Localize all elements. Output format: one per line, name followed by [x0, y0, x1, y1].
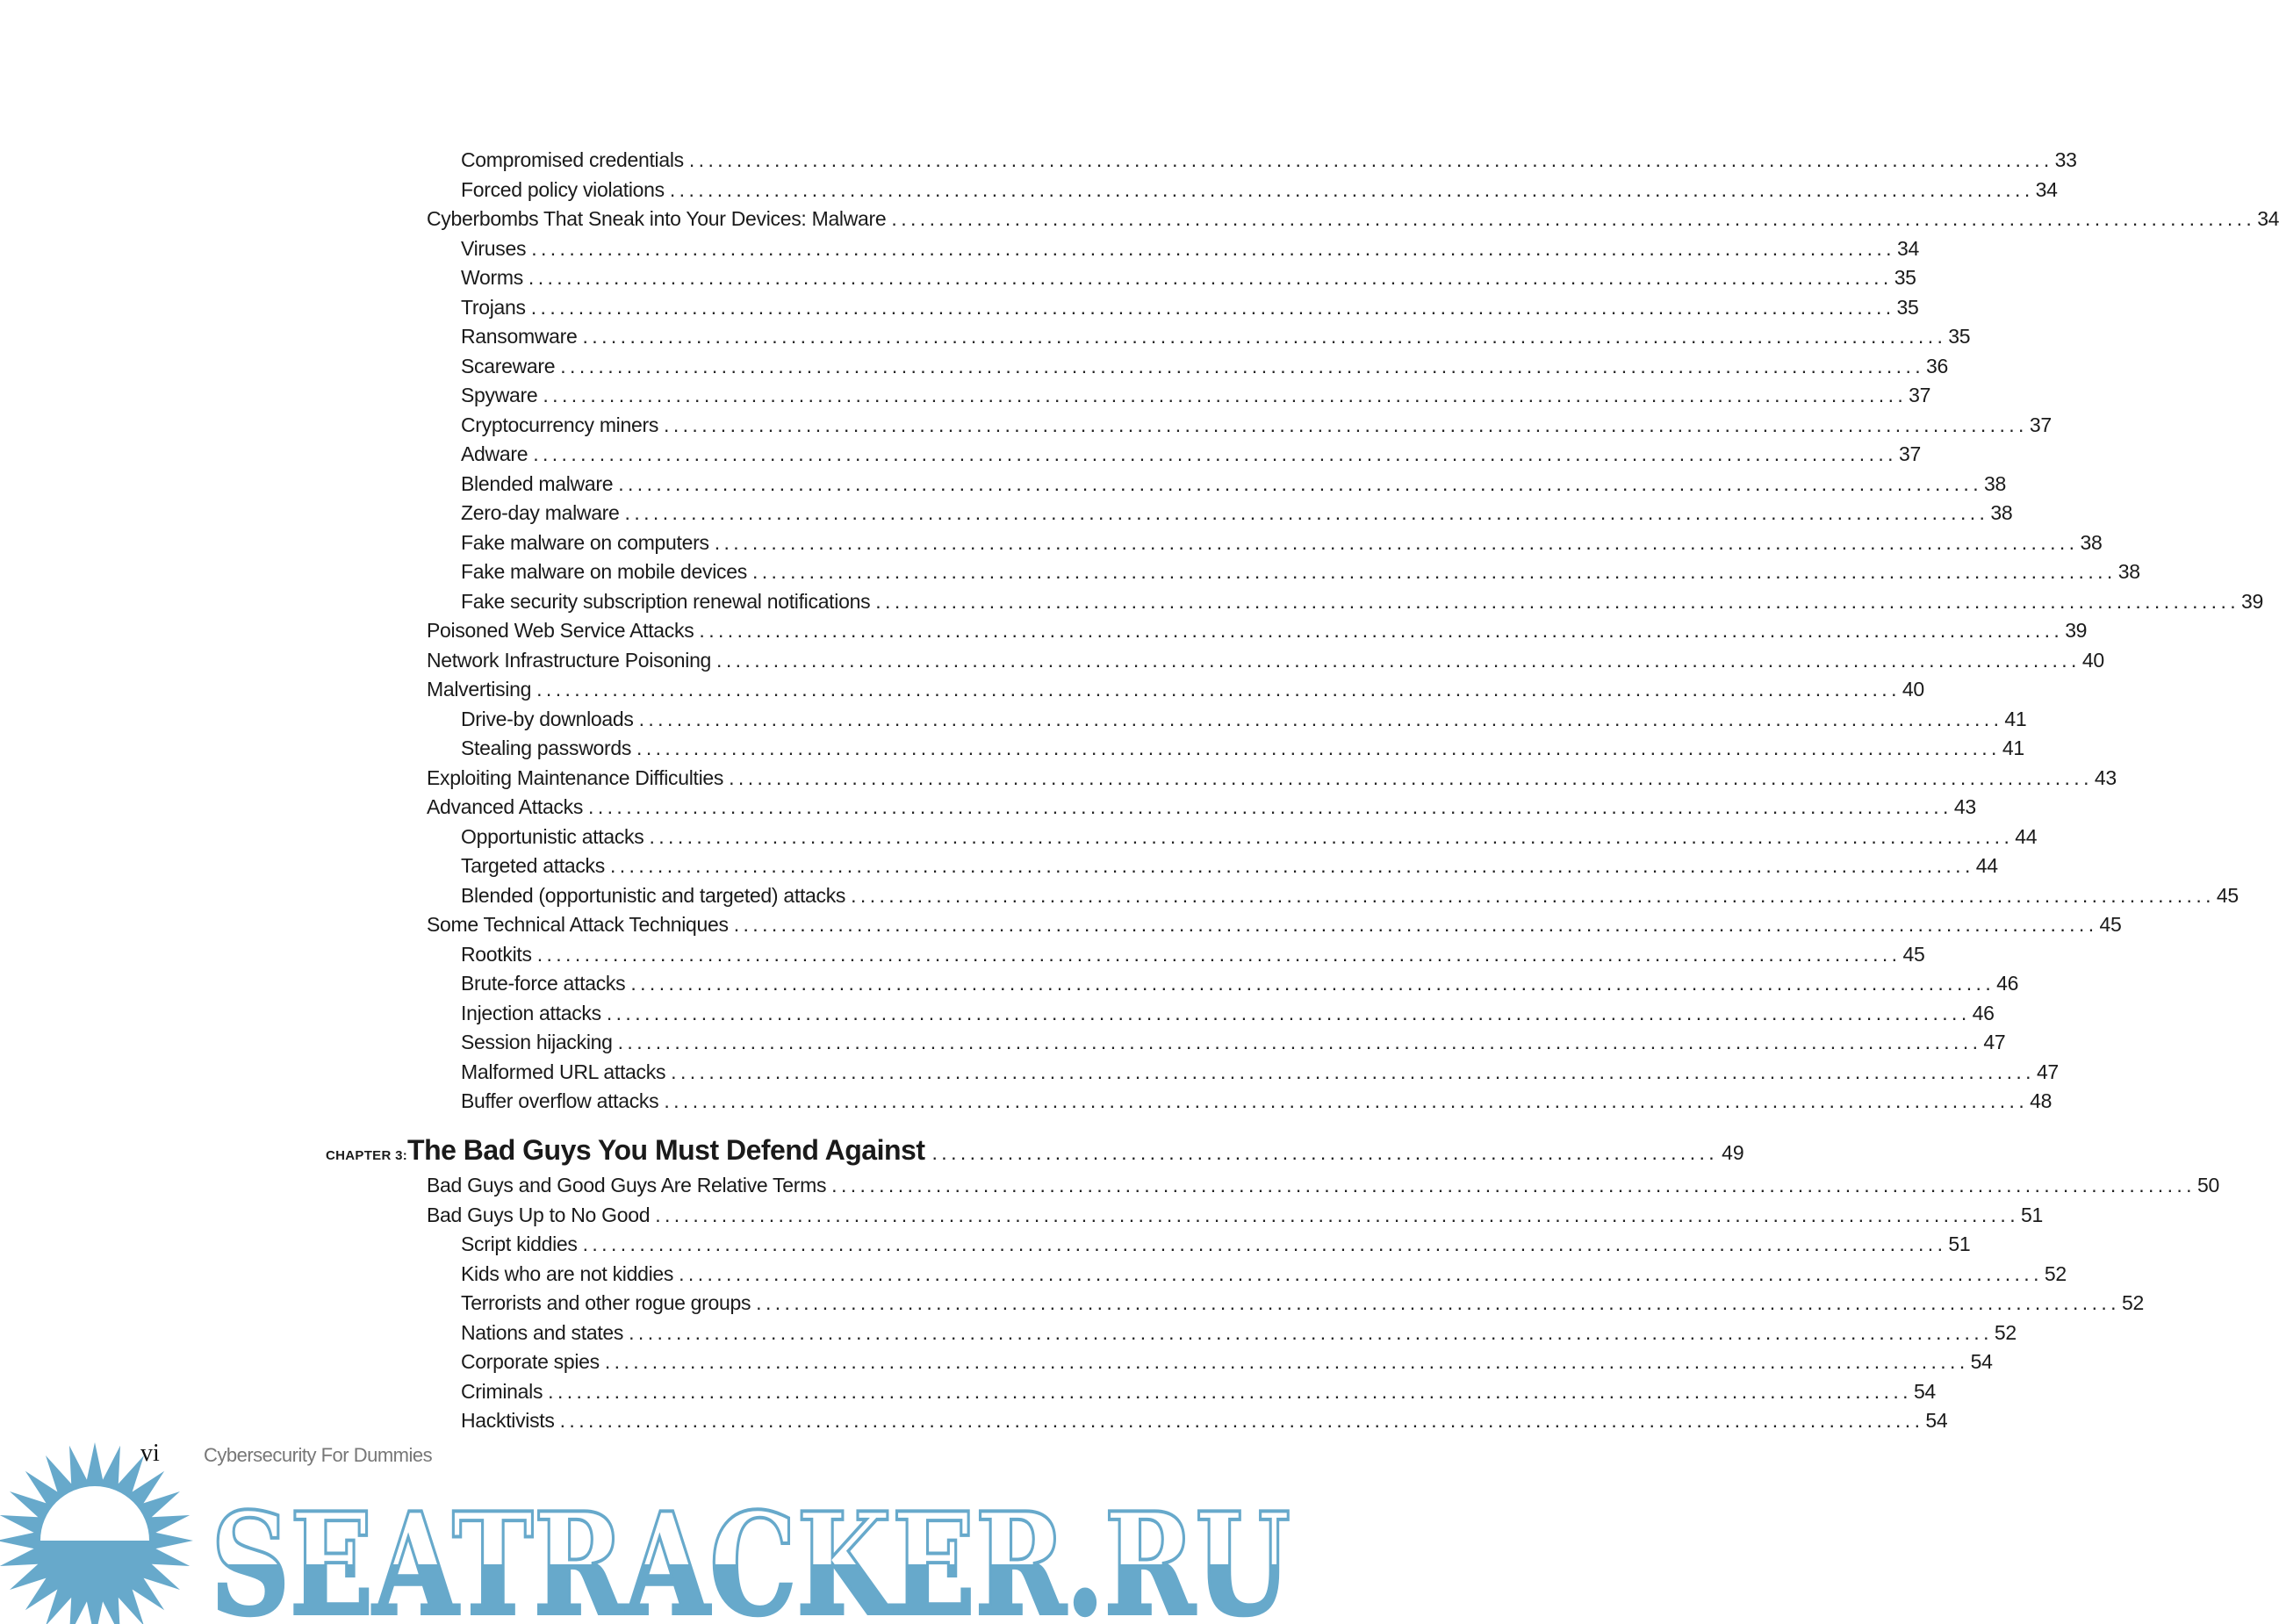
entry-title: Blended malware	[461, 471, 614, 495]
entry-title: Drive-by downloads	[461, 707, 634, 730]
toc-entry[interactable]	[427, 734, 2024, 764]
toc-entry[interactable]	[427, 557, 2140, 587]
dot-leader	[752, 557, 2117, 587]
entry-page: 45	[1902, 942, 1925, 966]
entry-title: Fake malware on mobile devices	[461, 560, 747, 583]
entry-title: Cyberbombs That Sneak into Your Devices: Malware	[427, 207, 887, 230]
toc-entry[interactable]	[427, 146, 2077, 176]
toc-entry[interactable]	[427, 881, 2239, 911]
toc-entry[interactable]	[427, 1087, 2053, 1117]
entry-title: Adware	[461, 442, 528, 465]
entry-page: 52	[2121, 1291, 2144, 1314]
entry-title: Trojans	[461, 295, 526, 319]
toc-entry[interactable]	[427, 234, 1919, 264]
entry-title: Viruses	[461, 236, 527, 260]
dot-leader	[537, 940, 1902, 970]
entry-page: 51	[2021, 1203, 2043, 1226]
chapter-heading[interactable]	[326, 1134, 1744, 1173]
toc-entry[interactable]	[427, 263, 1916, 293]
entry-page: 33	[2054, 148, 2077, 171]
entry-page: 39	[2065, 619, 2088, 642]
entry-title: Bad Guys Up to No Good	[427, 1203, 651, 1226]
dot-leader	[716, 646, 2081, 676]
entry-title: Terrorists and other rogue groups	[461, 1291, 751, 1314]
toc-entry[interactable]	[427, 499, 2013, 528]
entry-page: 38	[1990, 501, 2013, 524]
entry-title: Malformed URL attacks	[461, 1060, 666, 1083]
entry-page: 50	[2196, 1174, 2219, 1196]
entry-title: Fake security subscription renewal notifications	[461, 589, 871, 613]
entry-page: 39	[2241, 589, 2264, 613]
dot-leader	[729, 764, 2093, 794]
entry-title: Zero-day malware	[461, 501, 620, 524]
entry-page: 54	[1925, 1409, 1948, 1432]
entry-page: 45	[2216, 883, 2239, 907]
entry-title: Fake malware on computers	[461, 530, 709, 554]
dot-leader	[679, 1260, 2043, 1290]
entry-page: 41	[2004, 707, 2027, 730]
entry-title: Stealing passwords	[461, 737, 632, 759]
entry-page: 47	[2036, 1060, 2059, 1083]
dot-leader	[531, 234, 1895, 264]
dot-leader	[605, 1347, 1969, 1377]
running-head: Cybersecurity For Dummies	[204, 1444, 433, 1466]
dot-leader	[671, 1058, 2035, 1088]
toc-entry[interactable]	[427, 587, 2264, 617]
toc-entry[interactable]	[427, 470, 2006, 499]
entry-title: Forced policy violations	[461, 177, 665, 201]
entry-page: 44	[1975, 854, 1998, 877]
watermark-text: SEATRACKER.RU	[211, 1482, 1290, 1624]
sun-icon	[0, 1442, 193, 1624]
dot-leader	[851, 881, 2215, 911]
toc-entry[interactable]	[427, 646, 2104, 676]
entry-title: Kids who are not kiddies	[461, 1261, 674, 1285]
entry-page: 35	[1896, 295, 1919, 319]
entry-page: 46	[1972, 1001, 1995, 1024]
dot-leader	[629, 1319, 1993, 1348]
entry-page: 34	[2035, 177, 2058, 201]
entry-title: Hacktivists	[461, 1409, 555, 1432]
dot-leader	[664, 1087, 2028, 1117]
dot-leader	[670, 176, 2034, 205]
dot-leader	[588, 793, 1952, 823]
entry-page: 34	[2257, 207, 2279, 230]
entry-title: Poisoned Web Service Attacks	[427, 619, 694, 642]
dot-leader	[543, 381, 1907, 411]
toc-entry[interactable]	[427, 1201, 2043, 1231]
entry-title: Nations and states	[461, 1320, 624, 1344]
entry-title: Session hijacking	[461, 1031, 613, 1053]
entry-page: 36	[1926, 354, 1949, 377]
entry-page: 37	[2029, 413, 2052, 436]
toc-entry[interactable]	[427, 352, 1949, 382]
entry-title: Worms	[461, 266, 523, 289]
toc-entry[interactable]	[427, 1260, 2067, 1290]
entry-page: 34	[1896, 236, 1919, 260]
entry-title: Injection attacks	[461, 1001, 601, 1024]
toc-list	[427, 146, 2279, 1117]
entry-page: 46	[1996, 972, 2019, 995]
toc-entry[interactable]	[427, 764, 2117, 794]
dot-leader	[655, 1201, 2019, 1231]
entry-page: 41	[2002, 737, 2024, 759]
page-number: vi	[140, 1440, 160, 1467]
dot-leader	[528, 263, 1893, 293]
dot-leader	[664, 411, 2028, 441]
entry-title: Corporate spies	[461, 1350, 600, 1373]
dot-leader	[583, 322, 1947, 352]
entry-page: 47	[1983, 1031, 2006, 1053]
entry-page: 44	[2015, 824, 2038, 848]
chapter-title: The Bad Guys You Must Defend Against	[407, 1134, 925, 1166]
toc-entry[interactable]	[427, 205, 2279, 234]
entry-title: Advanced Attacks	[427, 795, 584, 818]
entry-title: Opportunistic attacks	[461, 824, 644, 848]
dot-leader	[531, 293, 1895, 323]
entry-title: Compromised credentials	[461, 148, 684, 171]
chapter-toc-list	[427, 1171, 2219, 1436]
toc-entry[interactable]	[427, 1058, 2059, 1088]
entry-page: 54	[1913, 1379, 1936, 1403]
entry-title: Rootkits	[461, 942, 532, 966]
dot-leader	[831, 1171, 2196, 1201]
entry-title: Brute-force attacks	[461, 972, 626, 995]
chapter-page: 49	[1722, 1141, 1744, 1164]
dot-leader	[536, 675, 1901, 705]
entry-title: Script kiddies	[461, 1232, 578, 1255]
toc-entry[interactable]	[427, 910, 2122, 940]
entry-title: Scareware	[461, 354, 556, 377]
dot-leader	[649, 823, 2013, 852]
entry-title: Criminals	[461, 1379, 543, 1403]
toc-entry[interactable]	[427, 1028, 2006, 1058]
toc-entry[interactable]	[427, 176, 2058, 205]
toc-entry[interactable]	[427, 1230, 1971, 1260]
entry-page: 37	[1909, 384, 1931, 406]
dot-leader	[618, 470, 1982, 499]
toc-entry[interactable]	[427, 969, 2019, 999]
dot-leader	[607, 999, 1971, 1029]
entry-title: Cryptocurrency miners	[461, 413, 659, 436]
entry-title: Malvertising	[427, 678, 532, 701]
dot-leader	[689, 146, 2053, 176]
toc-entry[interactable]	[427, 793, 1976, 823]
toc-entry[interactable]	[427, 999, 1995, 1029]
entry-title: Some Technical Attack Techniques	[427, 913, 729, 936]
dot-leader	[636, 734, 2001, 764]
dot-leader	[875, 587, 2239, 617]
toc-entry[interactable]	[427, 293, 1919, 323]
entry-page: 40	[2081, 648, 2104, 672]
entry-title: Blended (opportunistic and targeted) attacks	[461, 883, 846, 907]
entry-title: Spyware	[461, 384, 538, 406]
dot-leader	[583, 1230, 1947, 1260]
entry-title: Ransomware	[461, 325, 578, 348]
toc-entry[interactable]	[427, 705, 2027, 735]
entry-title: Network Infrastructure Poisoning	[427, 648, 712, 672]
entry-title: Bad Guys and Good Guys Are Relative Terms	[427, 1174, 827, 1196]
entry-page: 38	[2080, 530, 2103, 554]
toc-entry[interactable]	[427, 1171, 2219, 1201]
entry-page: 43	[2094, 765, 2117, 789]
entry-page: 51	[1948, 1232, 1971, 1255]
dot-leader	[756, 1289, 2120, 1319]
dot-leader	[533, 440, 1897, 470]
entry-page: 45	[2099, 913, 2122, 936]
entry-page: 38	[1984, 471, 2006, 495]
dot-leader	[734, 910, 2098, 940]
toc-entry[interactable]	[427, 1319, 2017, 1348]
dot-leader	[548, 1377, 1912, 1407]
entry-page: 40	[1902, 678, 1924, 701]
dot-leader	[560, 352, 1924, 382]
dot-leader	[931, 1141, 1718, 1165]
entry-title: Buffer overflow attacks	[461, 1089, 659, 1112]
dot-leader	[610, 852, 1974, 881]
toc-entry[interactable]	[427, 381, 1931, 411]
dot-leader	[715, 528, 2079, 558]
dot-leader	[891, 205, 2255, 234]
toc-entry[interactable]	[427, 940, 1925, 970]
entry-page: 35	[1894, 266, 1916, 289]
toc-entry[interactable]	[427, 322, 1971, 352]
toc-entry[interactable]	[427, 440, 1921, 470]
dot-leader	[618, 1028, 1982, 1058]
entry-page: 54	[1970, 1350, 1993, 1373]
toc-entry[interactable]	[427, 675, 1924, 705]
toc-entry[interactable]	[427, 1289, 2144, 1319]
entry-page: 52	[1994, 1320, 2017, 1344]
dot-leader	[625, 499, 1989, 528]
toc-entry[interactable]	[427, 823, 2038, 852]
entry-page: 48	[2030, 1089, 2053, 1112]
entry-title: Targeted attacks	[461, 854, 605, 877]
entry-page: 37	[1898, 442, 1921, 465]
entry-title: Exploiting Maintenance Difficulties	[427, 765, 724, 789]
toc-entry[interactable]	[427, 852, 1998, 881]
chapter-label: CHAPTER 3:	[326, 1148, 408, 1163]
toc-entry[interactable]	[427, 411, 2052, 441]
entry-page: 38	[2117, 560, 2140, 583]
dot-leader	[639, 705, 2003, 735]
dot-leader	[699, 616, 2063, 646]
toc-entry[interactable]	[427, 1377, 1936, 1407]
toc-entry[interactable]	[427, 528, 2103, 558]
entry-page: 35	[1948, 325, 1971, 348]
toc-entry[interactable]	[427, 1347, 1993, 1377]
entry-page: 43	[1953, 795, 1976, 818]
watermark-logo	[0, 1431, 1295, 1624]
entry-page: 52	[2044, 1261, 2067, 1285]
dot-leader	[630, 969, 1995, 999]
toc-entry[interactable]	[427, 616, 2088, 646]
